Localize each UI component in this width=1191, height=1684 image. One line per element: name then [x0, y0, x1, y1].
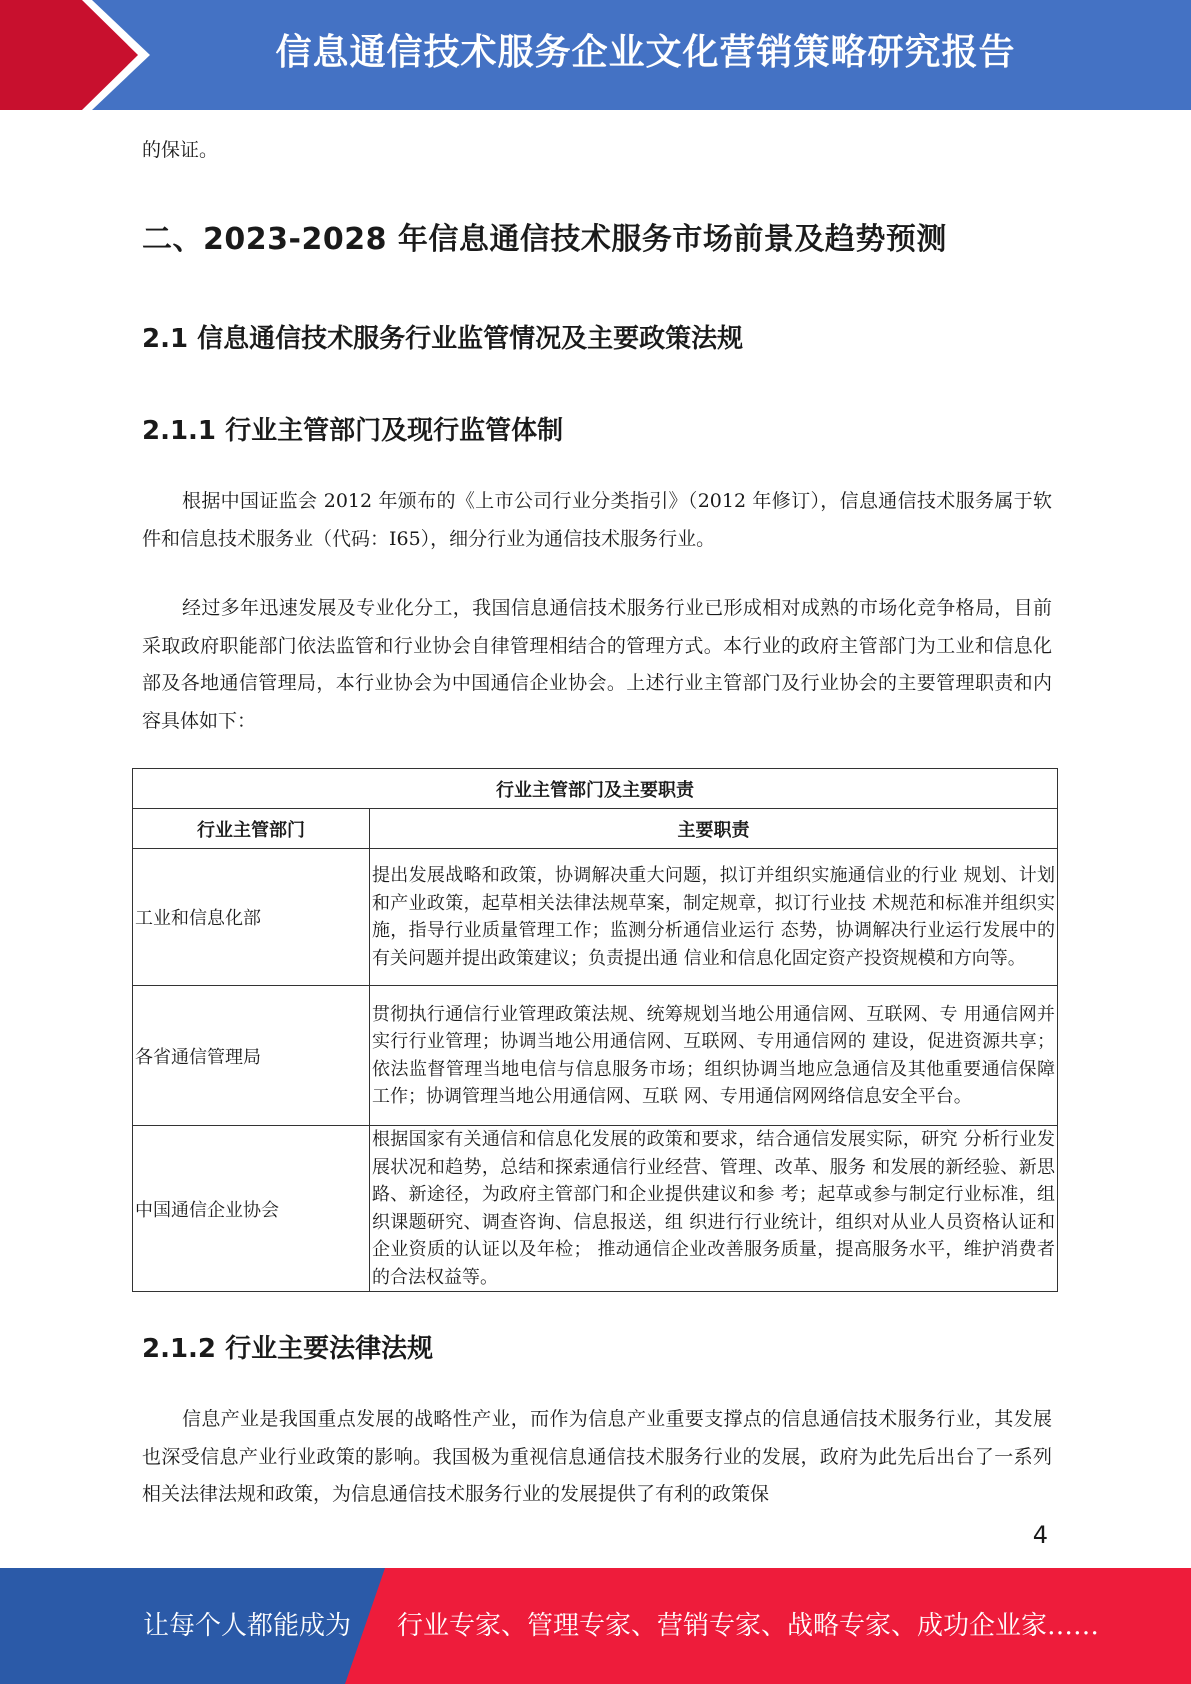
table-header-duties: 主要职责 [370, 809, 1058, 849]
subsection-title: 2.1 信息通信技术服务行业监管情况及主要政策法规 [142, 324, 744, 354]
table-cell-duties: 贯彻执行通信行业管理政策法规、统筹规划当地公用通信网、互联网、专 用通信网并实行行业管理；协调当地公用通信网、互联网、专用通信网的 建设，促进资源共享；依法监督管理当地电信与信息服务市场；组织协调当地应急通信及其他重要通信保障工作；协调管理当地公用通信网、互联 网、专用通信网网络信息安全平台。 [370, 986, 1058, 1126]
subsubsection-title: 2.1.1 行业主管部门及现行监管体制 [142, 416, 564, 446]
section-title: 二、2023-2028 年信息通信技术服务市场前景及趋势预测 [142, 222, 947, 257]
table-cell-dept: 工业和信息化部 [133, 849, 370, 986]
table-row [133, 1126, 1058, 1292]
table-row [133, 849, 1058, 986]
footer-slogan-right: 行业专家、管理专家、营销专家、战略专家、成功企业家…… [397, 1611, 1100, 1641]
table-caption: 行业主管部门及主要职责 [133, 769, 1058, 809]
table-header-dept: 行业主管部门 [133, 809, 370, 849]
footer-slogan-left: 让每个人都能成为 [143, 1611, 352, 1641]
page-number: 4 [1032, 1521, 1048, 1549]
table-row [133, 986, 1058, 1126]
intro-tail: 的保证。 [142, 139, 219, 161]
page-header [0, 0, 1191, 110]
subsubsection-title: 2.1.2 行业主要法律法规 [142, 1334, 434, 1364]
table-cell-dept: 各省通信管理局 [133, 986, 370, 1126]
table-cell-duties: 根据国家有关通信和信息化发展的政策和要求，结合通信发展实际，研究 分析行业发展状况和趋势，总结和探索通信行业经营、管理、改革、服务 和发展的新经验、新思路、新途径，为政府主管部门和企业提供建议和参 考；起草或参与制定行业标准，组织课题研究、调查咨询、信息报送，组 织进行行业统计，组织对从业人员资格认证和企业资质的认证以及年检； 推动通信企业改善服务质量，提高服务水平，维护消费者的合法权益等。 [370, 1126, 1058, 1292]
paragraph: 信息产业是我国重点发展的战略性产业，而作为信息产业重要支撑点的信息通信技术服务行业，其发展也深受信息产业行业政策的影响。我国极为重视信息通信技术服务行业的发展，政府为此先后出台了一系列相关法律法规和政策，为信息通信技术服务行业的发展提供了有利的政策保 [142, 1408, 1052, 1505]
responsibility-table [132, 768, 1058, 1292]
table-cell-dept: 中国通信企业协会 [133, 1126, 370, 1292]
page-footer [0, 1568, 1191, 1684]
report-title: 信息通信技术服务企业文化营销策略研究报告 [275, 32, 1016, 73]
paragraph: 经过多年迅速发展及专业化分工，我国信息通信技术服务行业已形成相对成熟的市场化竞争格局，目前采取政府职能部门依法监管和行业协会自律管理相结合的管理方式。本行业的政府主管部门为工业和信息化部及各地通信管理局，本行业协会为中国通信企业协会。上述行业主管部门及行业协会的主要管理职责和内容具体如下： [142, 597, 1052, 732]
table-cell-duties: 提出发展战略和政策，协调解决重大问题，拟订并组织实施通信业的行业 规划、计划和产业政策，起草相关法律法规草案，制定规章，拟订行业技 术规范和标准并组织实施，指导行业质量管理工作；监测分析通信业运行 态势，协调解决行业运行发展中的有关问题并提出政策建议；负责提出通 信业和信息化固定资产投资规模和方向等。 [370, 849, 1058, 986]
paragraph: 根据中国证监会 2012 年颁布的《上市公司行业分类指引》（2012 年修订），信息通信技术服务属于软件和信息技术服务业（代码：I65），细分行业为通信技术服务行业。 [142, 490, 1052, 550]
